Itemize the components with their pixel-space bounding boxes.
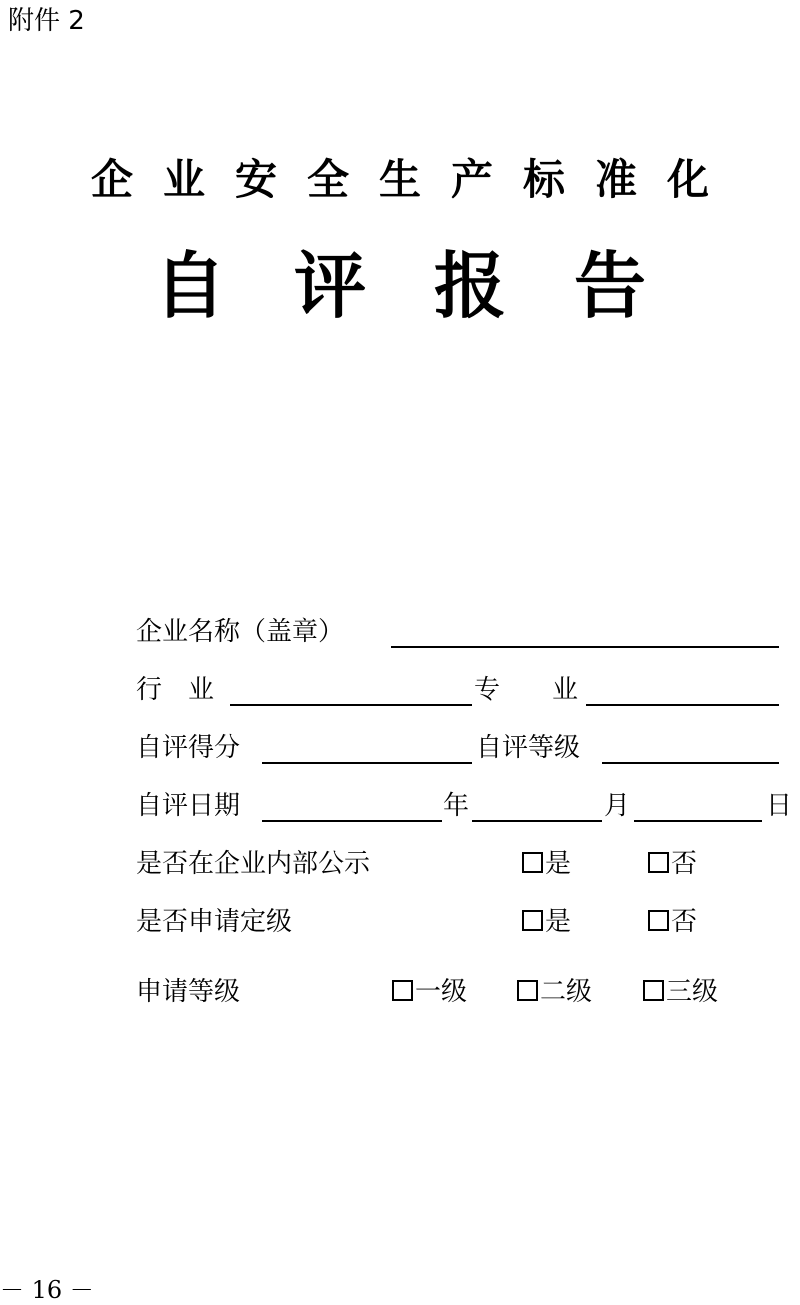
specialty-field[interactable] [586,704,779,706]
checkbox[interactable] [522,852,543,873]
apply-no-option[interactable] [648,902,697,942]
month-label: 月 [604,791,631,821]
apply-level-label: 申请等级 [136,977,241,1007]
industry-field[interactable] [230,704,472,706]
checkbox[interactable] [517,980,538,1001]
no-label: 否 [671,907,698,937]
title-line-2: 自评报告 [153,243,714,328]
company-name-row [136,612,786,670]
publicity-row [136,844,786,902]
industry-label: 行 业 [136,675,215,705]
yes-label: 是 [545,907,572,937]
company-name-field[interactable] [391,646,779,648]
level-1-option[interactable] [392,972,467,1012]
specialty-label: 专 业 [474,675,579,705]
apply-row [136,902,786,972]
no-label: 否 [671,849,698,879]
title-line-1: 企业安全生产标准化 [90,155,739,204]
day-label: 日 [766,791,793,821]
apply-yes-option[interactable] [522,902,571,942]
grade-label: 自评等级 [476,733,581,763]
date-label: 自评日期 [136,791,241,821]
apply-level-row [136,972,786,1030]
year-label: 年 [443,791,470,821]
report-form [136,612,793,1030]
score-label: 自评得分 [136,733,241,763]
month-field[interactable] [472,820,602,822]
level-2-label: 二级 [540,977,593,1007]
score-row [136,728,786,786]
checkbox[interactable] [648,910,669,931]
yes-label: 是 [545,849,572,879]
company-name-label: 企业名称（盖章） [136,617,345,647]
industry-row [136,670,786,728]
level-3-label: 三级 [666,977,719,1007]
level-3-option[interactable] [643,972,718,1012]
publicity-no-option[interactable] [648,844,697,884]
date-row [136,786,793,844]
day-field[interactable] [634,820,762,822]
checkbox[interactable] [643,980,664,1001]
page-number: － 16 － [0,1276,94,1304]
publicity-yes-option[interactable] [522,844,571,884]
year-field[interactable] [262,820,442,822]
level-2-option[interactable] [517,972,592,1012]
apply-label: 是否申请定级 [136,907,293,937]
publicity-label: 是否在企业内部公示 [136,849,371,879]
score-field[interactable] [262,762,472,764]
grade-field[interactable] [602,762,779,764]
attachment-label: 附件 2 [8,6,85,36]
level-1-label: 一级 [415,977,468,1007]
checkbox[interactable] [648,852,669,873]
checkbox[interactable] [392,980,413,1001]
checkbox[interactable] [522,910,543,931]
